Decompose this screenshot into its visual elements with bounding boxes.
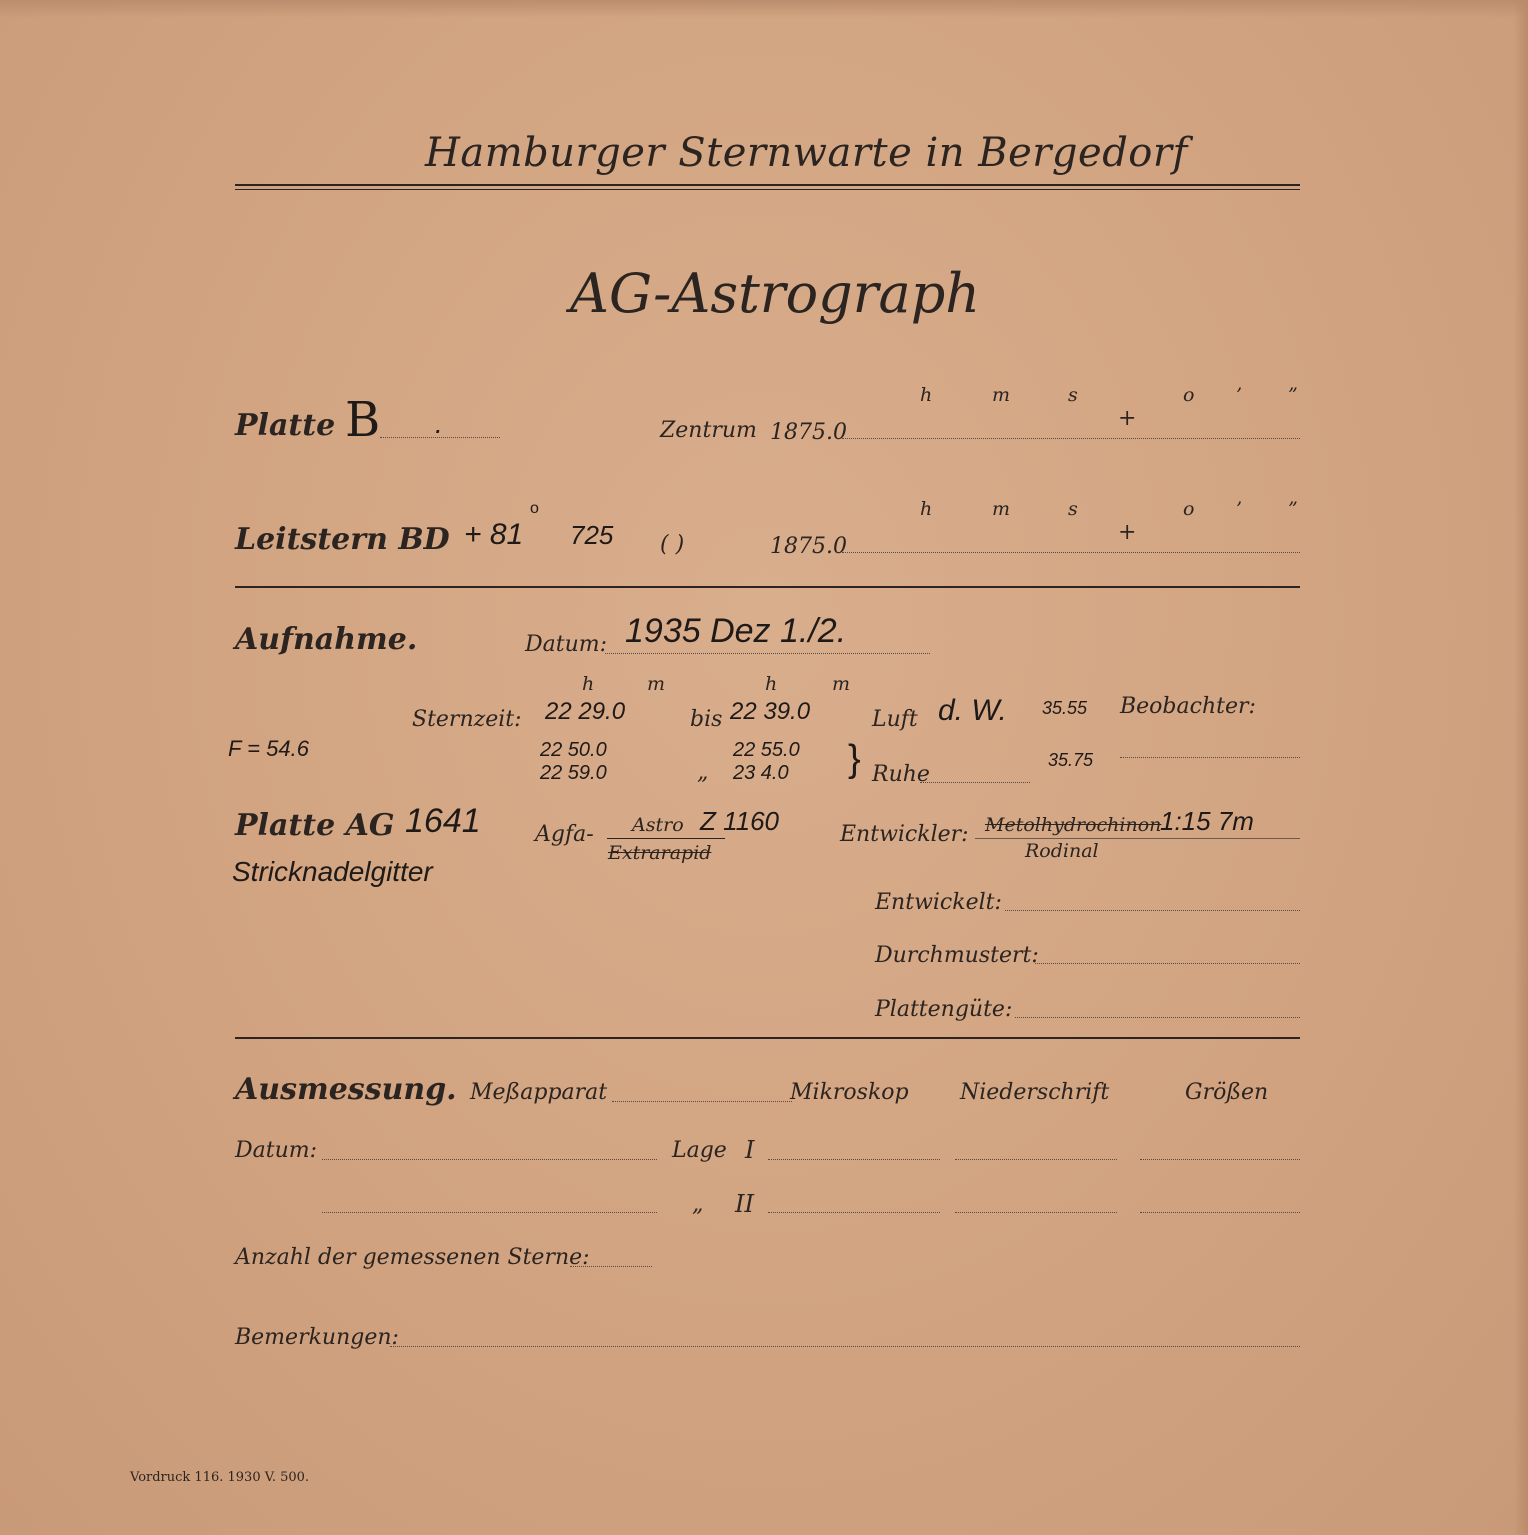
center-epoch: 1875.0 — [770, 420, 847, 445]
date-label: Datum: — [525, 632, 608, 657]
exposure-heading: Aufnahme. — [235, 622, 418, 657]
inspected-field-line — [1035, 963, 1300, 964]
unit-h: h — [765, 673, 778, 695]
section-rule — [235, 586, 1300, 588]
position-1-line-b — [955, 1159, 1117, 1160]
sidereal-end-3: 23 4.0 — [733, 762, 789, 784]
plate-ag-number: 1641 — [405, 802, 481, 840]
plate-field-line — [380, 437, 500, 438]
guide-star-magnitude: ( ) — [660, 532, 685, 557]
guide-star-degree: o — [530, 500, 539, 517]
unit-s: s — [1068, 498, 1078, 520]
unit-arcsec: ” — [1288, 498, 1298, 520]
guide-field-line — [842, 552, 1300, 553]
unit-h: h — [920, 498, 933, 520]
grid-note: Stricknadelgitter — [232, 856, 433, 887]
measurement-heading: Ausmessung. — [235, 1072, 457, 1107]
paper-edge-shadow — [0, 0, 1528, 18]
plus-sign: + — [1118, 520, 1137, 545]
developer-top: Metolhydrochinon — [985, 814, 1162, 836]
air-reading: 35.55 — [1042, 698, 1088, 718]
apparatus-label: Meßapparat — [470, 1080, 608, 1105]
developer-divider — [975, 838, 1300, 839]
unit-arcmin: ’ — [1236, 384, 1243, 406]
remarks-label: Bemerkungen: — [235, 1325, 399, 1350]
brand-label: Agfa- — [535, 822, 594, 847]
microscope-label: Mikroskop — [790, 1080, 909, 1105]
position-1: I — [745, 1136, 755, 1164]
unit-deg: o — [1183, 384, 1195, 406]
unit-m: m — [647, 673, 666, 695]
rest-field-line — [920, 782, 1030, 783]
guide-star-number: 725 — [570, 520, 614, 550]
bis-label: bis — [690, 707, 723, 732]
institution-title: Hamburger Sternwarte in Bergedorf — [425, 130, 1188, 176]
header-rule — [235, 184, 1300, 186]
brace: } — [848, 738, 861, 780]
guide-star-zone: + 81 — [464, 518, 524, 551]
unit-m: m — [992, 384, 1011, 406]
ditto-mark: „ — [692, 1192, 704, 1217]
sizes-label: Größen — [1185, 1080, 1269, 1105]
developed-label: Entwickelt: — [875, 890, 1002, 915]
observer-field-line — [1120, 757, 1300, 758]
guide-star-label: Leitstern BD — [235, 522, 450, 557]
measurement-date-label: Datum: — [235, 1138, 318, 1163]
position-label: Lage — [672, 1138, 727, 1163]
air-value: d. W. — [938, 694, 1007, 727]
center-field-line — [842, 438, 1300, 439]
unit-m: m — [992, 498, 1011, 520]
air-label: Luft — [872, 707, 918, 732]
unit-m: m — [832, 673, 851, 695]
developer-label: Entwickler: — [840, 822, 969, 847]
position-1-line-a — [768, 1159, 940, 1160]
sidereal-start-1: 22 29.0 — [545, 698, 626, 725]
header-rule-thin — [235, 189, 1300, 190]
apparatus-field-line — [612, 1101, 792, 1102]
plus-sign: + — [1118, 406, 1137, 431]
sidereal-start-3: 22 59.0 — [540, 762, 607, 784]
unit-arcmin: ’ — [1236, 498, 1243, 520]
sidereal-end-2: 22 55.0 — [733, 739, 800, 761]
emulsion-bottom: Extrarapid — [608, 842, 712, 864]
observer-label: Beobachter: — [1120, 694, 1256, 719]
sidereal-start-2: 22 50.0 — [540, 739, 607, 761]
record-label: Niederschrift — [960, 1080, 1110, 1105]
position-2-line-c — [1140, 1212, 1300, 1213]
paper-edge-shadow-right — [1514, 0, 1528, 1535]
date-field-line — [605, 653, 930, 654]
plate-label: Platte — [235, 408, 336, 443]
developer-bottom: Rodinal — [1025, 840, 1099, 862]
position-1-line-c — [1140, 1159, 1300, 1160]
position-2: II — [735, 1190, 754, 1218]
plate-ag-label: Platte AG — [235, 808, 395, 843]
center-label: Zentrum — [660, 418, 757, 443]
unit-h: h — [920, 384, 933, 406]
emulsion-number: Z 1160 — [700, 806, 780, 836]
stars-count-line — [570, 1266, 652, 1267]
developed-field-line — [1005, 910, 1300, 911]
unit-s: s — [1068, 384, 1078, 406]
unit-deg: o — [1183, 498, 1195, 520]
emulsion-divider — [607, 838, 725, 839]
position-2-line-a — [768, 1212, 940, 1213]
developer-note: 1:15 7m — [1160, 806, 1254, 836]
quality-label: Plattengüte: — [875, 997, 1013, 1022]
remarks-line — [390, 1346, 1300, 1347]
rest-label: Ruhe — [872, 762, 930, 787]
guide-star-epoch: 1875.0 — [770, 534, 847, 559]
measurement-date-line — [322, 1159, 657, 1160]
sidereal-time-label: Sternzeit: — [412, 707, 522, 732]
instrument-title: AG-Astrograph — [570, 262, 981, 325]
stars-count-label: Anzahl der gemessenen Sterne: — [235, 1245, 590, 1270]
measurement-date-line-2 — [322, 1212, 657, 1213]
focus-note: F = 54.6 — [228, 736, 309, 761]
unit-h: h — [582, 673, 595, 695]
sidereal-end-1: 22 39.0 — [730, 698, 811, 725]
date-value: 1935 Dez 1./2. — [625, 612, 847, 650]
section-rule — [235, 1037, 1300, 1039]
inspected-label: Durchmustert: — [875, 943, 1039, 968]
position-2-line-b — [955, 1212, 1117, 1213]
plate-value: B — [345, 392, 381, 448]
ditto-mark: „ — [697, 760, 709, 785]
form-imprint: Vordruck 116. 1930 V. 500. — [130, 1470, 310, 1485]
rest-reading: 35.75 — [1048, 750, 1094, 770]
plate-dot: . — [435, 408, 443, 439]
unit-arcsec: ” — [1288, 384, 1298, 406]
emulsion-top: Astro — [632, 814, 684, 836]
quality-field-line — [1015, 1017, 1300, 1018]
